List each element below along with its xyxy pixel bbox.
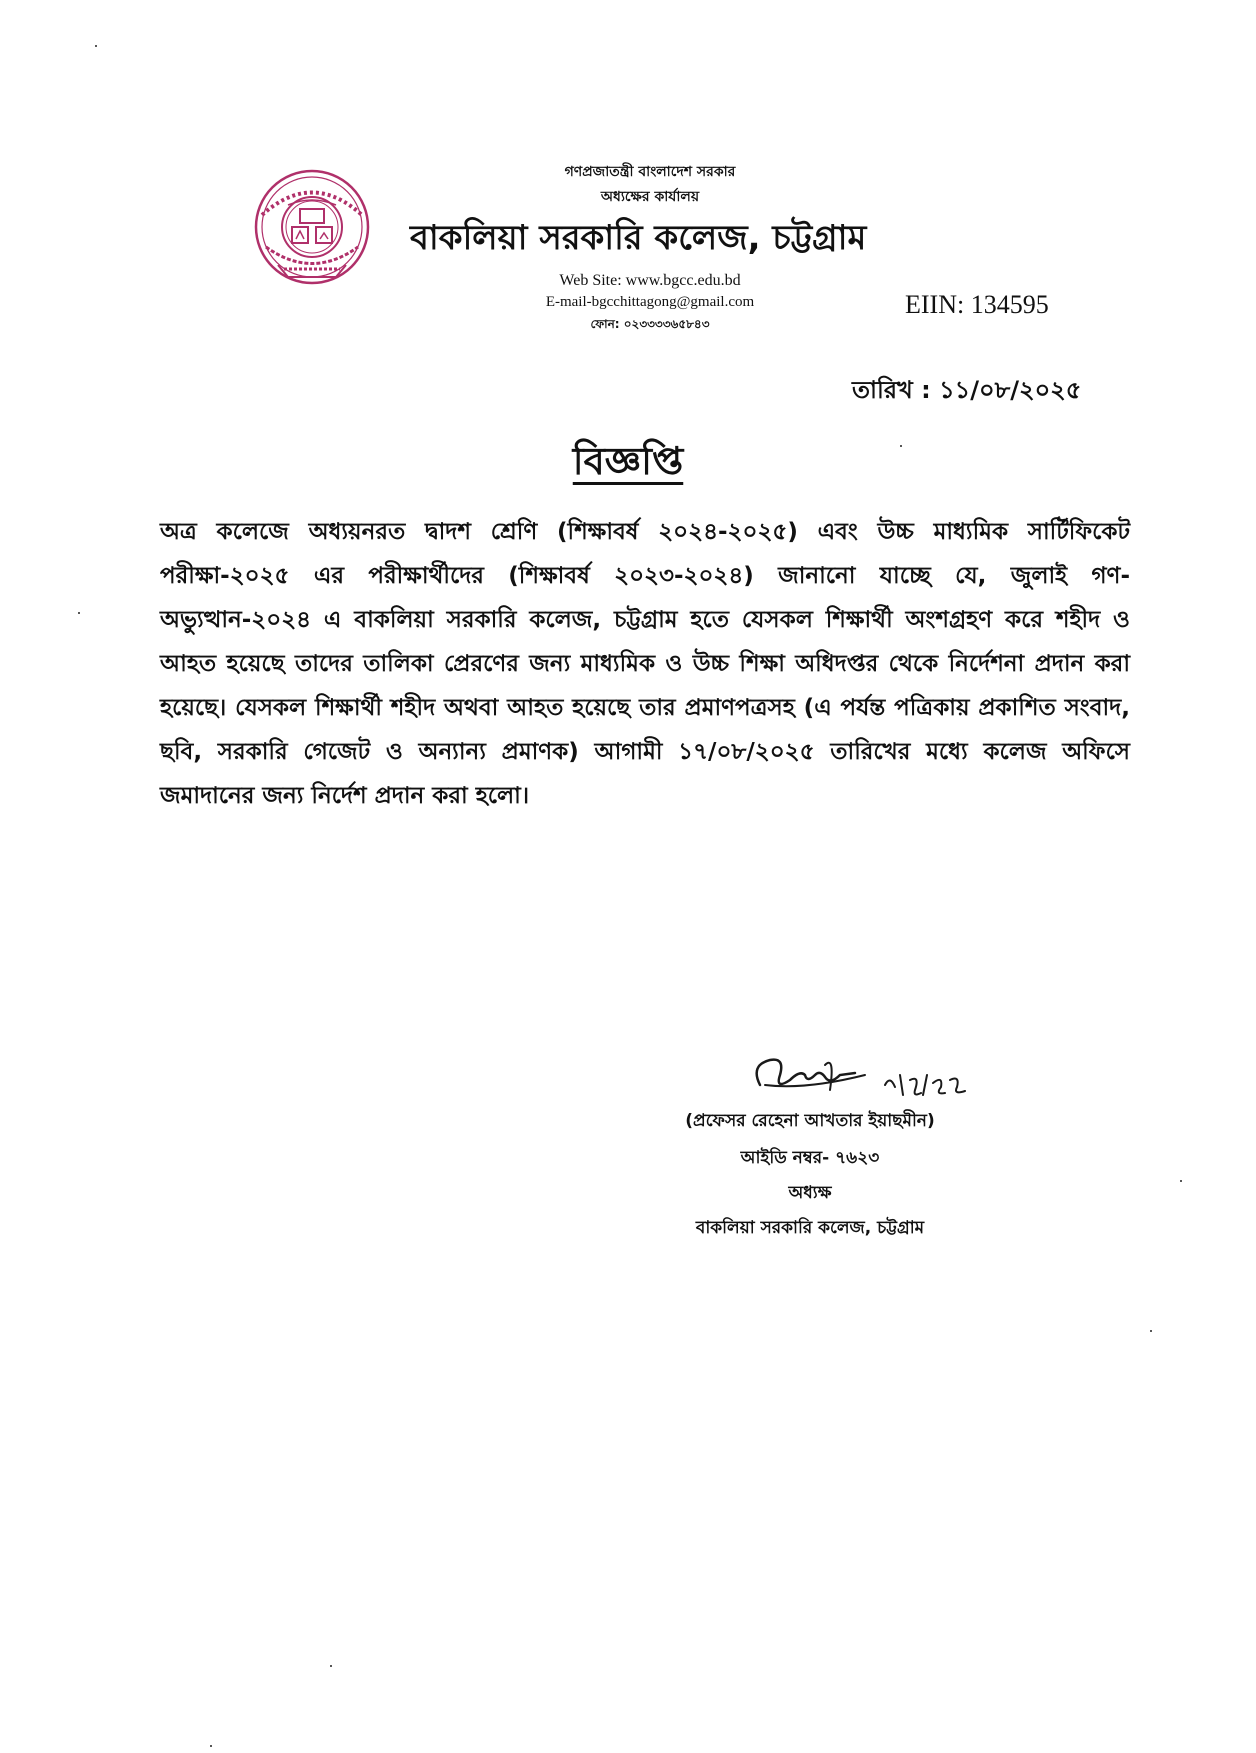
email-line: E-mail-bgcchittagong@gmail.com [545, 294, 755, 310]
scan-speck [78, 612, 80, 614]
signatory-name: (প্রফেসর রেহেনা আখতার ইয়াছমীন) [685, 1111, 935, 1131]
scan-speck [330, 1665, 332, 1667]
notice-date: তারিখ : ১১/০৮/২০২৫ [852, 376, 1082, 404]
eiin-number: EIIN: 134595 [905, 290, 1049, 319]
scan-speck [1150, 1330, 1152, 1332]
government-line: গণপ্রজাতন্ত্রী বাংলাদেশ সরকার [564, 164, 736, 180]
scan-speck [1180, 1180, 1182, 1182]
phone-line: ফোন: ০২৩৩৩৩৬৫৮৪৩ [590, 317, 710, 331]
notice-title-text: বিজ্ঞপ্তি [572, 439, 684, 483]
signatory-id: আইডি নম্বর- ৭৬২৩ [740, 1148, 880, 1168]
college-name-heading: বাকলিয়া সরকারি কলেজ, চট্টগ্রাম [410, 218, 867, 258]
website-line: Web Site: www.bgcc.edu.bd [559, 272, 741, 289]
scan-speck [210, 1745, 212, 1747]
signatory-designation: অধ্যক্ষ [788, 1183, 832, 1203]
notice-body: অত্র কলেজে অধ্যয়নরত দ্বাদশ শ্রেণি (শিক্ষাবর্ষ ২০২৪-২০২৫) এবং উচ্চ মাধ্যমিক সার্টিফিকেট পরীক্ষা-২০২৫ এর পরীক্ষার্থীদের (শিক্ষাবর্ষ ২০২৩-২০২৪) জানানো যাচ্ছে যে, জুলাই গণ-অভ্যুত্থান-২০২৪ এ বাকলিয়া সরকারি কলেজ, চট্টগ্রাম হতে যেসকল শিক্ষার্থী অংশগ্রহণ করে শহীদ ও আহত হয়েছে তাদের তালিকা প্রেরণের জন্য মাধ্যমিক ও উচ্চ শিক্ষা অধিদপ্তর থেকে নির্দেশনা প্রদান করা হয়েছে। যেসকল শিক্ষার্থী শহীদ অথবা আহত হয়েছে তার প্রমাণপত্রসহ (এ পর্যন্ত পত্রিকায় প্রকাশিত সংবাদ, ছবি, সরকারি গেজেট ও অন্যান্য প্রমাণক) আগামী ১৭/০৮/২০২৫ তারিখের মধ্যে কলেজ অফিসে জমাদানের জন্য নির্দেশ প্রদান করা হলো। [160, 519, 1130, 809]
scan-speck [95, 45, 97, 47]
college-seal-icon [248, 165, 376, 293]
office-line: অধ্যক্ষের কার্যালয় [600, 189, 700, 205]
notice-title [0, 432, 1256, 496]
scan-speck [900, 445, 902, 447]
signatory-college: বাকলিয়া সরকারি কলেজ, চট্টগ্রাম [695, 1218, 925, 1238]
